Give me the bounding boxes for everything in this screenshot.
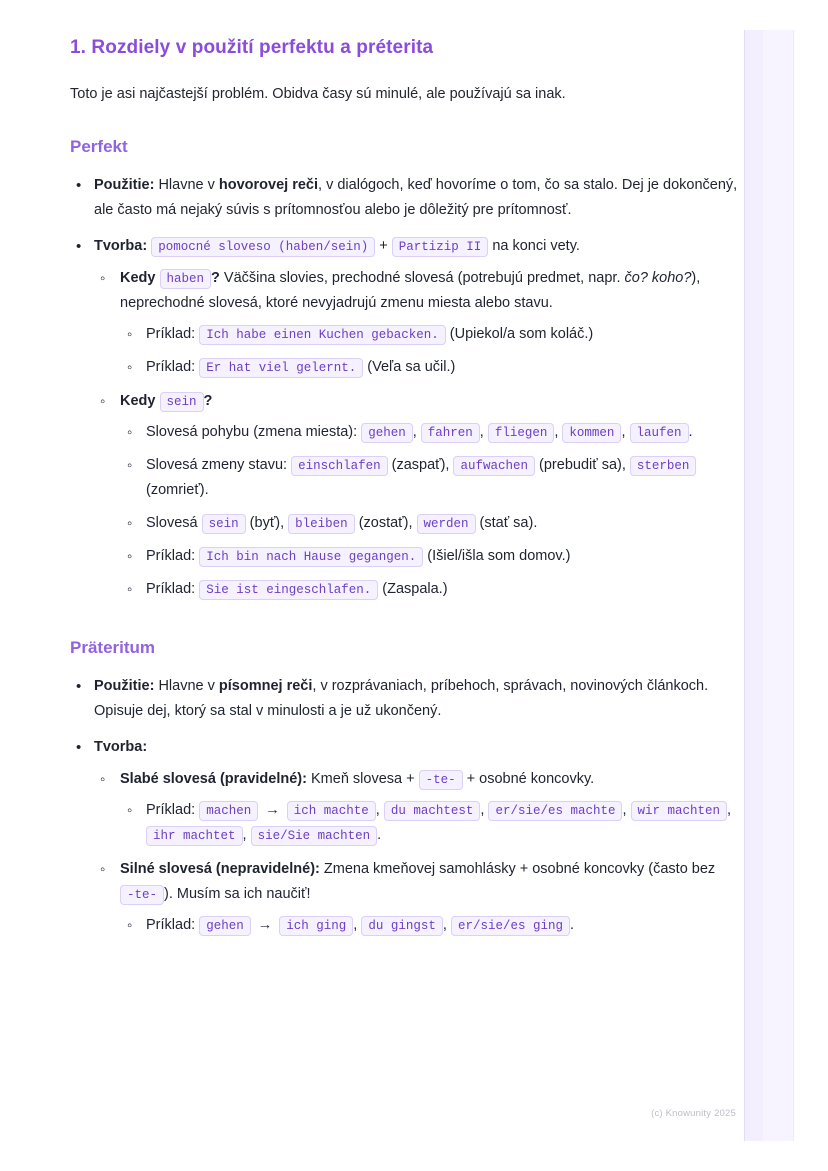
code-ich-ging: ich ging — [279, 916, 353, 936]
list-item: ◦ Príklad: machen → ich machte , du machtest , er/sie/es machte , wir machten , ihr machtet , sie/Sie machten . — [120, 798, 758, 848]
usage-bold: hovorovej reči — [218, 177, 319, 193]
sentence-end: . — [377, 827, 382, 843]
page-title: 1. Rozdiely v použití perfektu a préterita — [70, 37, 434, 58]
code-laufen: laufen — [630, 423, 689, 443]
prateritum-sublist — [94, 767, 758, 938]
code-sein: sein — [160, 392, 204, 412]
code-te-suffix: -te- — [419, 770, 463, 790]
perfekt-sublist — [94, 266, 758, 602]
usage-text-1: Hlavne v — [158, 177, 219, 193]
example-label: Príklad: — [146, 548, 196, 564]
example-translation: (Zaspala.) — [382, 581, 448, 597]
strong-text-1: Zmena kmeňovej samohlásky + osobné koncovky (často bez — [323, 861, 716, 877]
code-ihr-machtet: ihr machtet — [146, 826, 243, 846]
verbs-translation-1: (byť), — [249, 515, 285, 531]
sentence-end: . — [569, 917, 574, 933]
right-rail-inner — [763, 30, 793, 1141]
code-machen: machen — [199, 801, 258, 821]
list-item: ◦ Slovesá pohybu (zmena miesta): gehen , fahren , fliegen , kommen , laufen . — [120, 420, 758, 445]
formation-label: Tvorba: — [94, 238, 148, 254]
example-translation: (Išiel/išla som domov.) — [427, 548, 571, 564]
haben-examples — [120, 322, 758, 380]
formation-label: Tvorba: — [94, 739, 148, 755]
sein-question: ? — [203, 393, 213, 409]
list-item — [120, 453, 758, 503]
list-item — [120, 355, 758, 380]
example-label: Príklad: — [146, 359, 196, 375]
sein-label: Kedy — [120, 393, 156, 409]
code-sie-machten: sie/Sie machten — [251, 826, 378, 846]
usage-bold: písomnej reči — [218, 678, 313, 694]
code-example-haben-1: Ich habe einen Kuchen gebacken. — [199, 325, 446, 345]
state-text: Slovesá zmeny stavu: — [146, 457, 288, 473]
code-te-suffix-strong: -te- — [120, 885, 164, 905]
perfekt-list — [70, 173, 758, 602]
code-aufwachen: aufwachen — [453, 456, 535, 476]
sein-details — [120, 420, 758, 602]
heading-perfekt: Perfekt — [70, 137, 128, 156]
code-sterben: sterben — [630, 456, 697, 476]
code-example-sein-1: Ich bin nach Hause gegangen. — [199, 547, 423, 567]
list-item — [94, 857, 758, 938]
formation-tail: na konci vety. — [492, 238, 580, 254]
code-haben: haben — [160, 269, 212, 289]
verbs-text: Slovesá — [146, 515, 198, 531]
haben-text-1: Väčšina slovies, prechodné slovesá (potrebujú predmet, napr. — [223, 270, 625, 286]
usage-text-2: , v dialógoch, keď hovoríme o tom, čo sa stalo. Dej je dokončený, ale často má nejaký súvis s prítomnosťou alebo je dôležitý pre prítomnosť. — [94, 177, 738, 218]
list-item — [94, 389, 758, 602]
weak-text-1: Kmeň slovesa + — [311, 771, 415, 787]
state-translation-1: (zaspať), — [391, 457, 450, 473]
list-item — [70, 173, 758, 223]
example-label: Príklad: — [146, 581, 196, 597]
code-du-machtest: du machtest — [384, 801, 481, 821]
code-einschlafen: einschlafen — [291, 456, 388, 476]
code-example-sein-2: Sie ist eingeschlafen. — [199, 580, 378, 600]
list-item — [70, 674, 758, 724]
code-kommen: kommen — [562, 423, 621, 443]
prateritum-list — [70, 674, 758, 938]
code-er-sie-es-ging: er/sie/es ging — [451, 916, 570, 936]
code-er-sie-es-machte: er/sie/es machte — [488, 801, 622, 821]
weak-examples — [120, 798, 758, 848]
code-partizip-ii: Partizip II — [392, 237, 489, 257]
example-label: Príklad: — [146, 917, 196, 933]
example-translation: (Upiekol/a som koláč.) — [449, 326, 594, 342]
list-item — [120, 544, 758, 569]
code-bleiben: bleiben — [288, 514, 355, 534]
code-wir-machten: wir machten — [631, 801, 728, 821]
usage-label: Použitie: — [94, 177, 155, 193]
intro-paragraph: Toto je asi najčastejší problém. Obidva časy sú minulé, ale používajú sa inak. — [70, 86, 566, 102]
list-item — [120, 577, 758, 602]
verbs-translation-3: (stať sa). — [479, 515, 538, 531]
haben-italic: čo? koho? — [624, 270, 692, 286]
state-translation-3: (zomrieť). — [146, 482, 209, 498]
strong-verbs-label: Silné slovesá (nepravidelné): — [120, 861, 320, 877]
code-fahren: fahren — [421, 423, 480, 443]
code-aux-verb: pomocné sloveso (haben/sein) — [151, 237, 375, 257]
code-gehen-strong: gehen — [199, 916, 251, 936]
code-gehen: gehen — [361, 423, 413, 443]
code-example-haben-2: Er hat viel gelernt. — [199, 358, 363, 378]
usage-label: Použitie: — [94, 678, 155, 694]
list-item — [70, 735, 758, 938]
watermark: (c) Knowunity 2025 — [651, 1108, 736, 1119]
verbs-translation-2: (zostať), — [358, 515, 413, 531]
state-translation-2: (prebudiť sa), — [539, 457, 626, 473]
usage-text-2: , v rozprávaniach, príbehoch, správach, novinových článkoch. Opisuje dej, ktorý sa stal v minulosti a je už ukončený. — [94, 678, 709, 719]
haben-text-2: ), neprechodné slovesá, ktoré nevyjadrujú zmenu miesta alebo stavu. — [120, 270, 701, 311]
code-ich-machte: ich machte — [287, 801, 376, 821]
strong-examples — [120, 913, 758, 938]
list-item — [70, 234, 758, 602]
code-werden: werden — [417, 514, 476, 534]
heading-prateritum: Präteritum — [70, 638, 156, 657]
usage-text-1: Hlavne v — [158, 678, 219, 694]
motion-text: Slovesá pohybu (zmena miesta): — [146, 424, 358, 440]
list-item — [120, 322, 758, 347]
arrow-symbol: → — [257, 917, 273, 933]
code-fliegen: fliegen — [488, 423, 555, 443]
list-item — [94, 266, 758, 380]
arrow-symbol: → — [265, 802, 280, 818]
code-sein-verb: sein — [202, 514, 246, 534]
plus-sign: + — [379, 238, 388, 254]
example-label: Príklad: — [146, 326, 196, 342]
plus-sign: + — [466, 771, 476, 787]
weak-text-2: osobné koncovky. — [479, 771, 595, 787]
strong-text-2: ). Musím sa ich naučiť! — [164, 886, 311, 902]
example-label: Príklad: — [146, 802, 196, 818]
weak-verbs-label: Slabé slovesá (pravidelné): — [120, 771, 307, 787]
code-du-gingst: du gingst — [361, 916, 443, 936]
haben-question: ? — [211, 270, 220, 286]
haben-label: Kedy — [120, 270, 156, 286]
list-item — [94, 767, 758, 848]
list-item — [120, 511, 758, 536]
list-item: ◦ Príklad: gehen → ich ging , du gingst , er/sie/es ging . — [120, 913, 758, 938]
example-translation: (Veľa sa učil.) — [367, 359, 456, 375]
